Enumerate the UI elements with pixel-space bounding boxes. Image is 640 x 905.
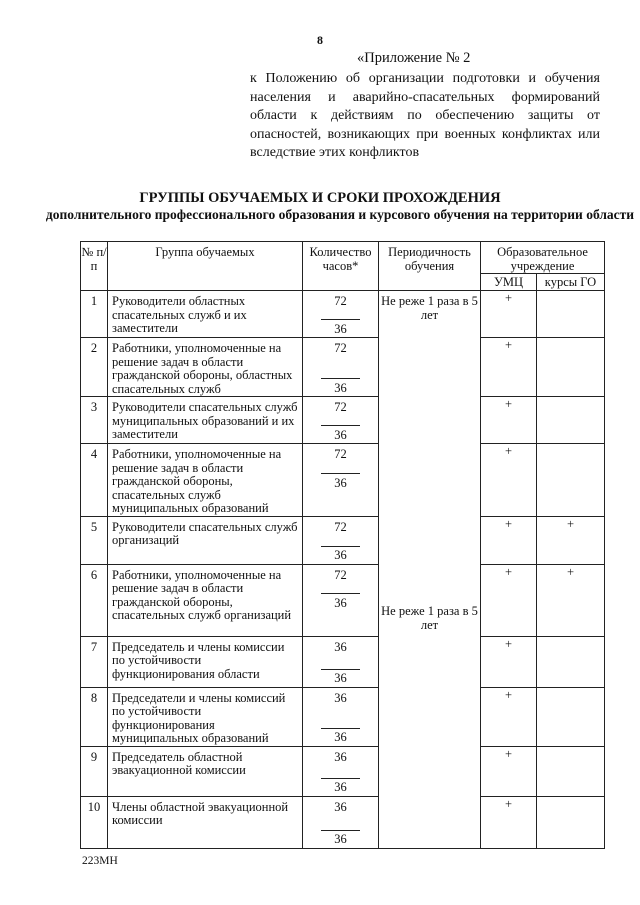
table-row <box>81 687 605 746</box>
row-go <box>537 338 605 397</box>
hours-reduced: 36 <box>334 780 347 794</box>
row-num: 1 <box>81 291 108 338</box>
row-group: Работники, уполномоченные на решение задач в области гражданской обороны, областных спасательных служб <box>108 338 303 397</box>
period-cell <box>379 291 481 849</box>
hours-reduced: 36 <box>334 730 347 744</box>
table-row <box>81 636 605 687</box>
period-text-2: Не реже 1 раза в 5 лет <box>381 604 478 632</box>
table-row <box>81 564 605 636</box>
hours-full: 36 <box>334 690 347 705</box>
row-go <box>537 796 605 848</box>
hours-divider <box>321 593 360 594</box>
header-go-courses: курсы ГО <box>537 274 605 291</box>
row-group: Члены областной эвакуационной комиссии <box>108 796 303 848</box>
row-hours <box>303 564 379 636</box>
row-umc: + <box>481 796 537 848</box>
row-umc: + <box>481 444 537 517</box>
row-hours <box>303 516 379 564</box>
hours-reduced: 36 <box>334 427 347 442</box>
document-title: ГРУППЫ ОБУЧАЕМЫХ И СРОКИ ПРОХОЖДЕНИЯ <box>139 190 501 206</box>
table-row <box>81 746 605 796</box>
hours-full: 36 <box>334 799 347 814</box>
row-num: 6 <box>81 564 108 636</box>
hours-reduced: 36 <box>334 671 347 685</box>
hours-full: 72 <box>334 400 347 414</box>
table-row <box>81 796 605 848</box>
row-hours <box>303 746 379 796</box>
document-code: 223МН <box>82 855 118 867</box>
hours-divider <box>321 319 360 320</box>
table-row <box>81 516 605 564</box>
header-hours: Количество часов* <box>303 242 379 291</box>
row-hours <box>303 687 379 746</box>
row-num: 4 <box>81 444 108 517</box>
row-hours <box>303 397 379 444</box>
hours-reduced: 36 <box>334 380 347 395</box>
hours-full: 72 <box>334 447 347 461</box>
row-num: 8 <box>81 687 108 746</box>
row-umc: + <box>481 687 537 746</box>
row-num: 3 <box>81 397 108 444</box>
row-num: 5 <box>81 516 108 564</box>
row-hours <box>303 796 379 848</box>
hours-divider <box>321 425 360 426</box>
hours-full: 36 <box>334 639 347 654</box>
header-period: Периодичность обучения <box>379 242 481 291</box>
row-num: 10 <box>81 796 108 848</box>
row-umc: + <box>481 397 537 444</box>
hours-divider <box>321 830 360 831</box>
table-row <box>81 444 605 517</box>
hours-divider <box>321 546 360 547</box>
row-num: 2 <box>81 338 108 397</box>
header-group: Группа обучаемых <box>108 242 303 291</box>
row-num: 9 <box>81 746 108 796</box>
hours-divider <box>321 669 360 670</box>
row-num: 7 <box>81 636 108 687</box>
row-umc: + <box>481 636 537 687</box>
appendix-text: к Положению об организации подготовки и обучения населения и аварийно-спасательных формирований области к действиям по обеспечению защиты от опасностей, возникающих при военных конфликтах или вследствие этих конфликтов <box>250 71 600 160</box>
row-group: Председатель и члены комиссии по устойчивости функционирования области <box>108 636 303 687</box>
hours-full: 36 <box>334 749 347 764</box>
header-umc: УМЦ <box>481 274 537 291</box>
hours-divider <box>321 778 360 779</box>
header-num: № п/п <box>81 242 108 291</box>
row-umc: + <box>481 291 537 338</box>
row-go: + <box>537 516 605 564</box>
period-text-1: Не реже 1 раза в 5 лет <box>381 294 478 322</box>
row-go <box>537 746 605 796</box>
training-groups-table <box>80 241 605 849</box>
row-go <box>537 397 605 444</box>
row-group: Работники, уполномоченные на решение задач в области гражданской обороны, спасательных служб муниципальных образований <box>108 444 303 517</box>
hours-reduced: 36 <box>334 548 347 562</box>
hours-reduced: 36 <box>334 832 347 846</box>
row-group: Председатель областной эвакуационной комиссии <box>108 746 303 796</box>
row-hours <box>303 291 379 338</box>
hours-reduced: 36 <box>334 321 347 336</box>
table-row <box>81 291 605 338</box>
header-institution: Образовательное учреждение <box>481 242 605 274</box>
appendix-title: «Приложение № 2 <box>357 50 471 66</box>
hours-divider <box>321 473 360 474</box>
page-number: 8 <box>317 33 323 47</box>
row-hours <box>303 338 379 397</box>
hours-divider <box>321 728 360 729</box>
row-group: Председатели и члены комиссий по устойчивости функционирования муниципальных образований <box>108 687 303 746</box>
document-subtitle: дополнительного профессионального образования и курсового обучения на территории области <box>45 207 635 222</box>
row-umc: + <box>481 564 537 636</box>
table-row <box>81 397 605 444</box>
row-hours <box>303 636 379 687</box>
hours-full: 72 <box>334 567 347 582</box>
row-go <box>537 687 605 746</box>
row-umc: + <box>481 338 537 397</box>
row-go <box>537 444 605 517</box>
hours-reduced: 36 <box>334 476 347 490</box>
row-group: Работники, уполномоченные на решение задач в области гражданской обороны, спасательных служб организаций <box>108 564 303 636</box>
hours-divider <box>321 378 360 379</box>
hours-full: 72 <box>334 341 347 355</box>
row-umc: + <box>481 516 537 564</box>
table-row <box>81 338 605 397</box>
row-group: Руководители областных спасательных служб и их заместители <box>108 291 303 338</box>
row-group: Руководители спасательных служб организаций <box>108 516 303 564</box>
row-hours <box>303 444 379 517</box>
row-go <box>537 291 605 338</box>
row-umc: + <box>481 746 537 796</box>
hours-full: 72 <box>334 294 347 308</box>
row-go <box>537 636 605 687</box>
hours-reduced: 36 <box>334 596 347 610</box>
hours-full: 72 <box>334 519 347 534</box>
row-group: Руководители спасательных служб муниципальных образований и их заместители <box>108 397 303 444</box>
row-go: + <box>537 564 605 636</box>
